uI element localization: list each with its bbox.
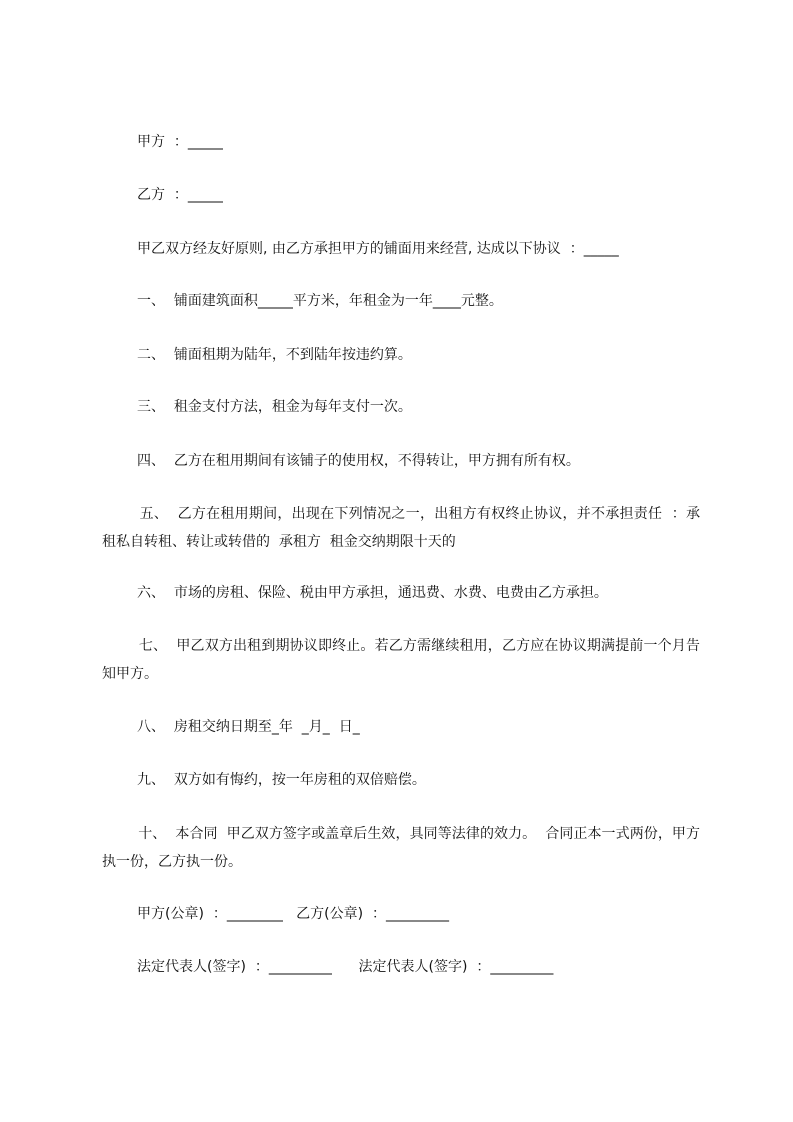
clause-7: 七、 甲乙双方出租到期协议即终止。若乙方需继续租用，乙方应在协议期满提前一个月告知甲方。 — [102, 638, 700, 682]
seal-signature-line: 甲方(公章) ：________ 乙方(公章) ：_________ — [137, 906, 449, 922]
clause-2: 二、 铺面租期为陆年，不到陆年按违约算。 — [137, 347, 412, 363]
clause-4: 四、 乙方在租用期间有该铺子的使用权，不得转让，甲方拥有所有权。 — [137, 453, 580, 469]
clause-6: 六、 市场的房租、保险、税由甲方承担，通迅费、水费、电费由乙方承担。 — [137, 585, 608, 601]
representative-signature-line: 法定代表人(签字) ：_________ 法定代表人(签字) ：_________ — [137, 959, 554, 975]
party-a-line: 甲方 ：_____ — [137, 134, 223, 150]
intro-line: 甲乙双方经友好原则, 由乙方承担甲方的铺面用来经营, 达成以下协议 ：_____ — [137, 241, 619, 257]
clause-8: 八、 房租交纳日期至_年 _月_ 日_ — [137, 719, 360, 735]
party-b-line: 乙方 ：_____ — [137, 187, 223, 203]
clause-5: 五、 乙方在租用期间，出现在下列情况之一，出租方有权终止协议，并不承担责任 ：承租私自转租、转让或转借的 承租方 租金交纳期限十天的 — [102, 506, 700, 550]
clause-10: 十、 本合同 甲乙双方签字或盖章后生效，具同等法律的效力。 合同正本一式两份，甲方执一份，乙方执一份。 — [102, 826, 700, 870]
clause-3: 三、 租金支付方法，租金为每年支付一次。 — [137, 399, 412, 415]
clause-1: 一、 铺面建筑面积_____平方米，年租金为一年____元整。 — [137, 293, 503, 309]
clause-9: 九、 双方如有悔约，按一年房租的双倍赔偿。 — [137, 772, 426, 788]
